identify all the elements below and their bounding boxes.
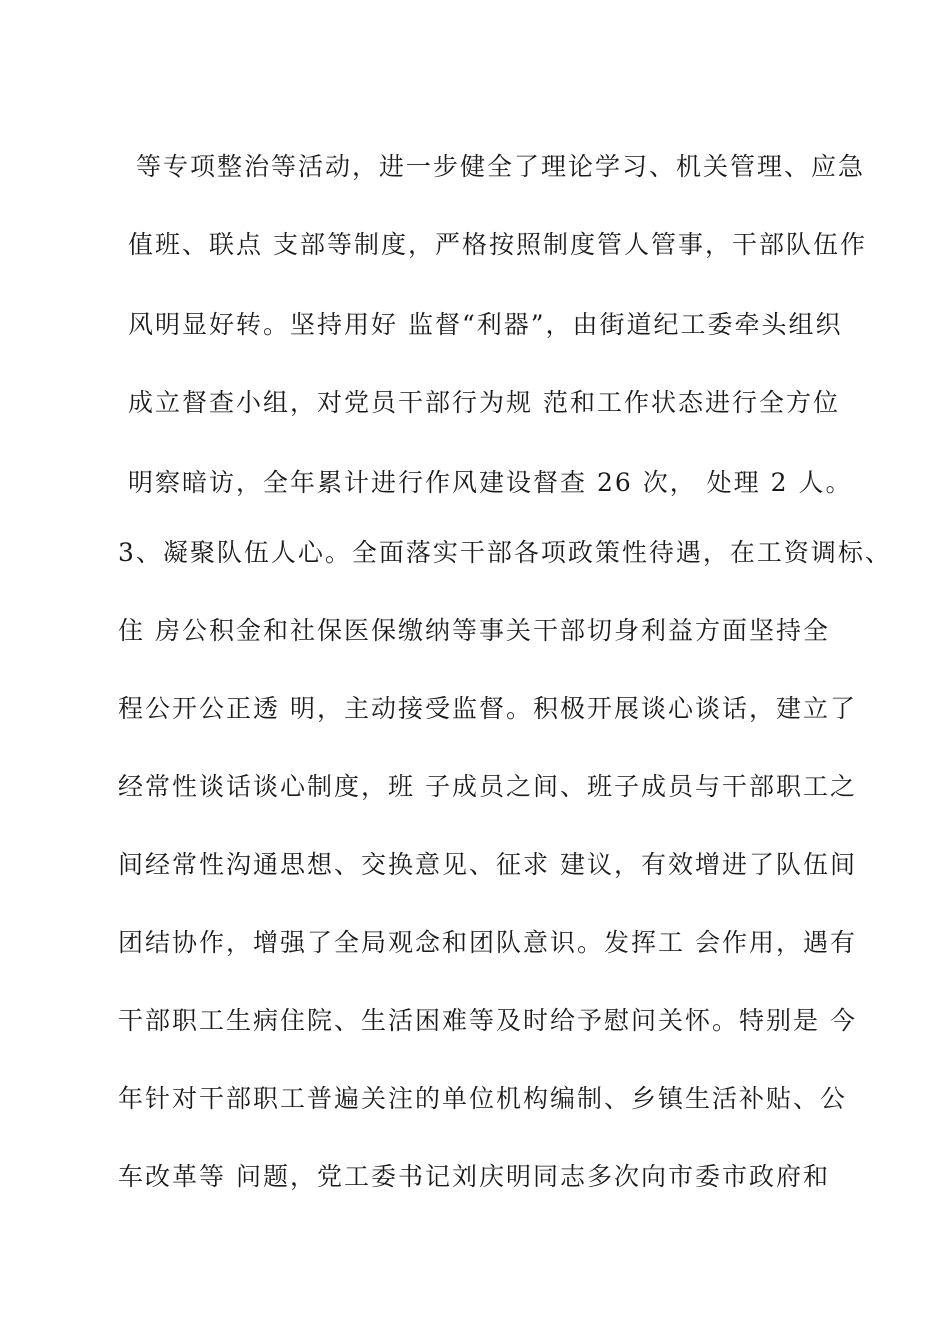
paragraph-line: 干部职工生病住院、生活困难等及时给予慰问关怀。特别是 今 xyxy=(118,1006,857,1035)
paragraph-line: 成立督查小组，对党员干部行为规 范和工作状态进行全方位 xyxy=(128,388,840,417)
paragraph-line: 明察暗访，全年累计进行作风建设督查 26 次， 处理 2 人。 xyxy=(128,468,853,497)
paragraph-line: 等专项整治等活动，进一步健全了理论学习、机关管理、应急 xyxy=(136,152,866,181)
section-heading-line: 3、凝聚队伍人心。全面落实干部各项政策性待遇，在工资调标、 xyxy=(118,538,892,567)
paragraph-line: 间经常性沟通思想、交换意见、征求 建议，有效增进了队伍间 xyxy=(118,850,857,879)
paragraph-line: 程公开公正透 明，主动接受监督。积极开展谈心谈话，建立了 xyxy=(118,694,857,723)
paragraph-line: 车改革等 问题，党工委书记刘庆明同志多次向市委市政府和 xyxy=(118,1162,830,1191)
paragraph-line: 经常性谈话谈心制度，班 子成员之间、班子成员与干部职工之 xyxy=(118,772,857,801)
paragraph-line: 团结协作，增强了全局观念和团队意识。发挥工 会作用，遇有 xyxy=(118,928,857,957)
paragraph-line: 值班、联点 支部等制度，严格按照制度管人管事，干部队伍作 xyxy=(128,230,867,259)
paragraph-line: 住 房公积金和社保医保缴纳等事关干部切身利益方面坚持全 xyxy=(118,616,830,645)
paragraph-line: 年针对干部职工普遍关注的单位机构编制、乡镇生活补贴、公 xyxy=(118,1084,848,1113)
paragraph-line: 风明显好转。坚持用好 监督“利器”，由街道纪工委牵头组织 xyxy=(128,310,843,339)
